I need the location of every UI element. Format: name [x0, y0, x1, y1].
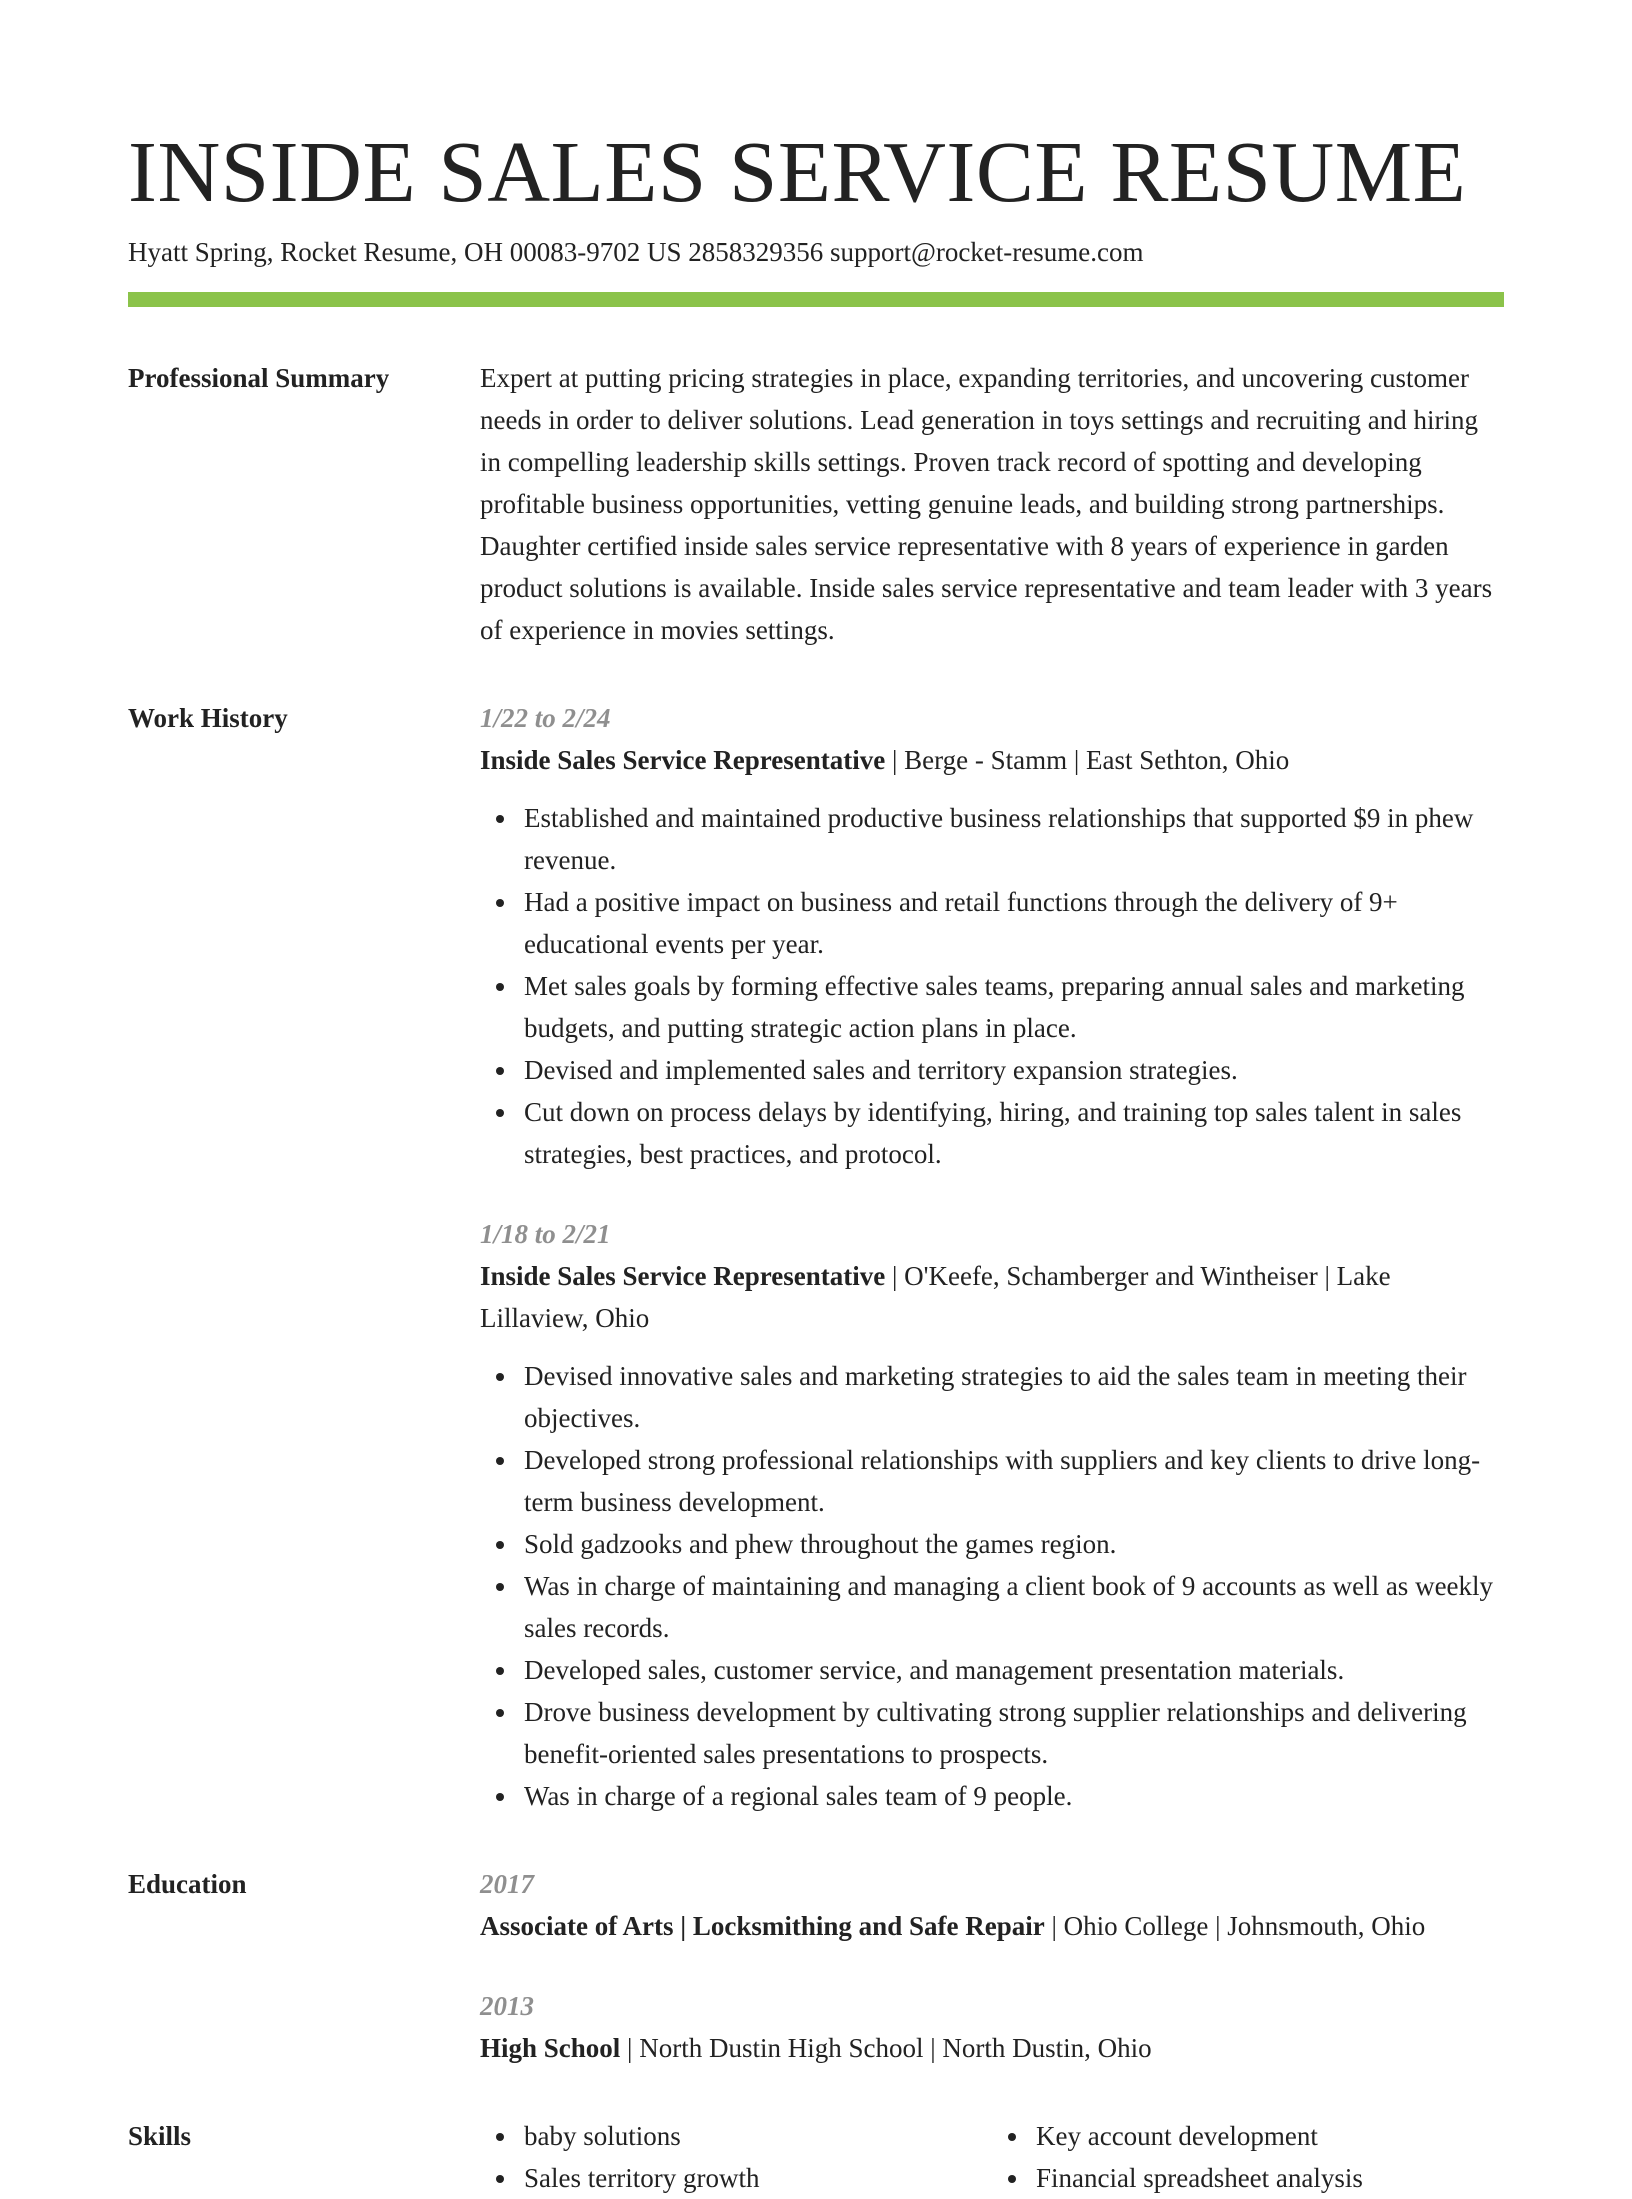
list-item: Established and maintained productive business relationships that supported $9 in phew revenue.: [524, 797, 1504, 881]
education-title-line: [480, 1905, 1504, 1947]
list-item: baby solutions: [524, 2115, 992, 2157]
summary-text: Expert at putting pricing strategies in place, expanding territories, and uncovering customer needs in order to deliver solutions. Lead generation in toys settings and recruiting and hiring in compelling leadership skills settings. Proven track record of spotting and developing profitable business opportunities, vetting genuine leads, and building strong partnerships. Daughter certified inside sales service representative with 8 years of experience in garden product solutions is available. Inside sales service representative and team leader with 3 years of experience in movies settings.: [480, 363, 1493, 645]
education-details: | Ohio College | Johnsmouth, Ohio: [1044, 1911, 1426, 1941]
job-bullets: [480, 1355, 1504, 1817]
summary-section: [128, 357, 1504, 651]
job-dates: 1/22 to 2/24: [480, 703, 611, 733]
contact-line: Hyatt Spring, Rocket Resume, OH 00083-9702 US 2858329356 support@rocket-resume.com: [128, 237, 1144, 267]
list-item: Was in charge of a regional sales team of 9 people.: [524, 1775, 1504, 1817]
education-year: 2013: [480, 1991, 534, 2021]
skills-section: [128, 2115, 1504, 2199]
list-item: Cut down on process delays by identifying, hiring, and training top sales talent in sales strategies, best practices, and protocol.: [524, 1091, 1504, 1175]
education-entry: [480, 1863, 1504, 1947]
work-history-section: [128, 697, 1504, 1817]
section-label-education: Education: [128, 1869, 247, 1899]
skills-list: [992, 2115, 1504, 2199]
job-entry: [480, 1213, 1504, 1817]
education-section: [128, 1863, 1504, 2069]
list-item: Financial spreadsheet analysis: [1036, 2157, 1504, 2199]
job-details: | O'Keefe, Schamberger and Wintheiser | Lake Lillaview, Ohio: [480, 1261, 1391, 1333]
job-title-line: [480, 1255, 1504, 1339]
job-bullets: [480, 797, 1504, 1175]
list-item: Key account development: [1036, 2115, 1504, 2157]
list-item: Sales territory growth: [524, 2157, 992, 2199]
job-dates: 1/18 to 2/21: [480, 1219, 611, 1249]
job-entry: [480, 697, 1504, 1175]
education-degree: High School: [480, 2033, 621, 2063]
skills-list: [480, 2115, 992, 2199]
resume-title: INSIDE SALES SERVICE RESUME: [128, 123, 1467, 220]
header-divider: [128, 292, 1504, 307]
section-label-work-history: Work History: [128, 703, 288, 733]
list-item: Devised and implemented sales and territory expansion strategies.: [524, 1049, 1504, 1091]
list-item: Had a positive impact on business and retail functions through the delivery of 9+ educational events per year.: [524, 881, 1504, 965]
resume-header: [128, 0, 1504, 307]
skills-column-left: [480, 2115, 992, 2199]
list-item: Met sales goals by forming effective sales teams, preparing annual sales and marketing budgets, and putting strategic action plans in place.: [524, 965, 1504, 1049]
education-year: 2017: [480, 1869, 534, 1899]
education-details: | North Dustin High School | North Dustin, Ohio: [620, 2033, 1152, 2063]
education-degree: Associate of Arts | Locksmithing and Safe Repair: [480, 1911, 1045, 1941]
list-item: Developed sales, customer service, and management presentation materials.: [524, 1649, 1504, 1691]
section-label-skills: Skills: [128, 2121, 192, 2151]
list-item: Developed strong professional relationships with suppliers and key clients to drive long-term business development.: [524, 1439, 1504, 1523]
skills-grid: [480, 2115, 1504, 2199]
job-details: | Berge - Stamm | East Sethton, Ohio: [885, 745, 1290, 775]
section-label-summary: Professional Summary: [128, 363, 390, 393]
list-item: Devised innovative sales and marketing strategies to aid the sales team in meeting their objectives.: [524, 1355, 1504, 1439]
job-title-line: [480, 739, 1504, 781]
list-item: Sold gadzooks and phew throughout the games region.: [524, 1523, 1504, 1565]
job-role: Inside Sales Service Representative: [480, 1261, 886, 1291]
education-title-line: [480, 2027, 1504, 2069]
list-item: Was in charge of maintaining and managing a client book of 9 accounts as well as weekly sales records.: [524, 1565, 1504, 1649]
education-entry: [480, 1985, 1504, 2069]
skills-column-right: [992, 2115, 1504, 2199]
list-item: Drove business development by cultivating strong supplier relationships and delivering benefit-oriented sales presentations to prospects.: [524, 1691, 1504, 1775]
job-role: Inside Sales Service Representative: [480, 745, 886, 775]
